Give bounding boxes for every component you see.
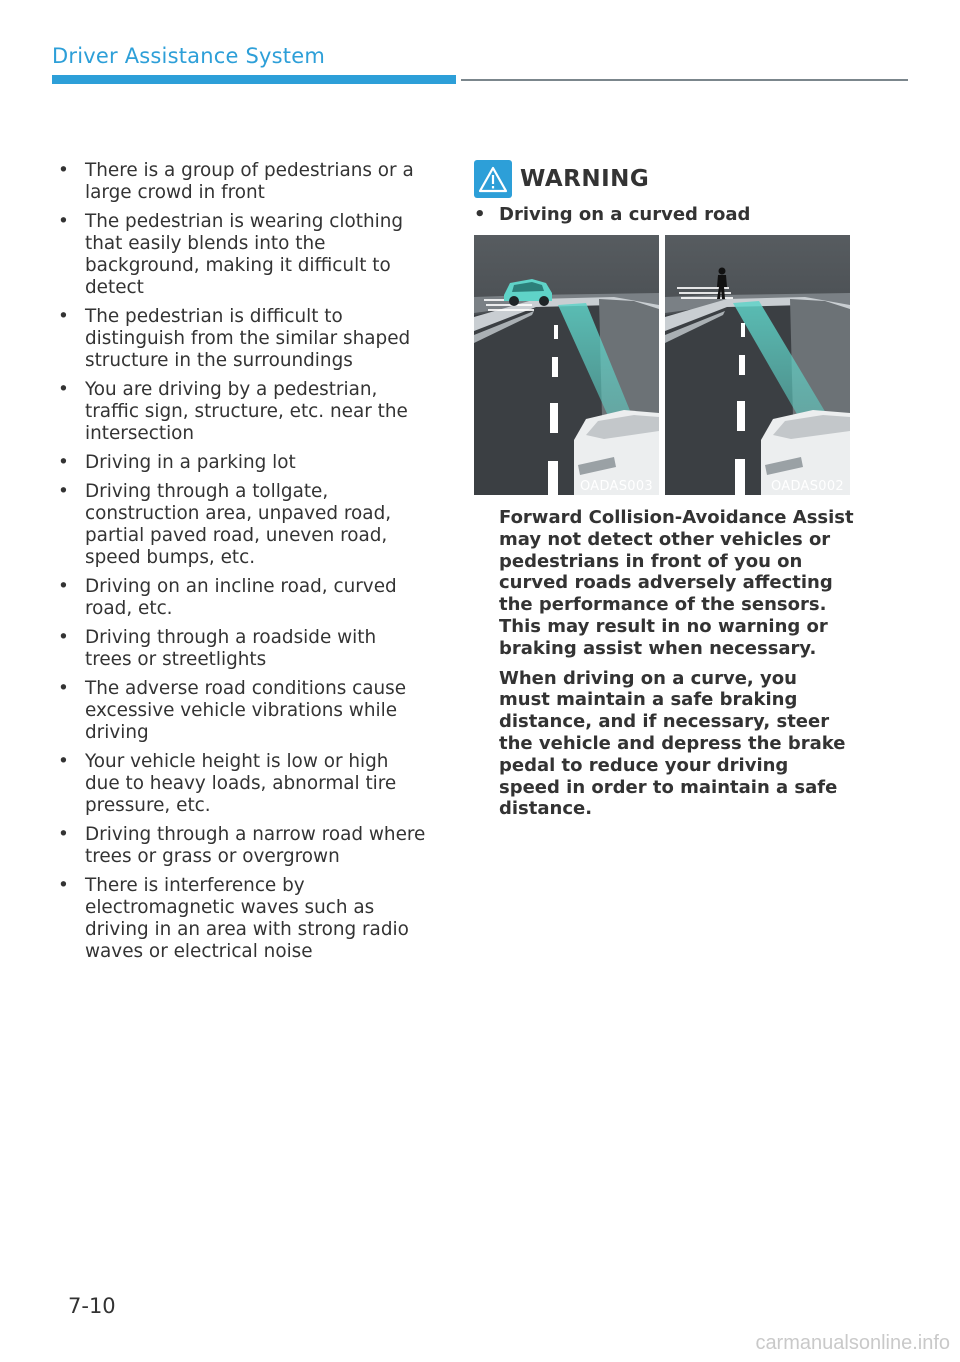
watermark: carmanualsonline.info: [755, 1332, 950, 1354]
figure-code: OADAS003: [579, 479, 653, 494]
figure-code: OADAS002: [770, 479, 844, 494]
list-item: • Driving through a narrow road where trees or grass or overgrown: [58, 824, 426, 867]
list-item: • Your vehicle height is low or high due to heavy loads, abnormal tire pressure, etc.: [58, 751, 397, 816]
list-item: • The pedestrian is difficult to distinguish from the similar shaped structure in the surroundings: [58, 306, 411, 371]
list-item: • Driving in a parking lot: [58, 452, 296, 473]
list-item: • There is interference by electromagnetic waves such as driving in an area with strong radio waves or electrical noise: [58, 875, 409, 962]
list-item: • The adverse road conditions cause excessive vehicle vibrations while driving: [58, 678, 407, 743]
warning-paragraph: When driving on a curve, you must maintain a safe braking distance, and if necessary, steer the vehicle and depress the brake pedal to reduce your driving speed in order to maintain a safe distance.: [499, 667, 846, 820]
bullet-icon: •: [58, 160, 69, 181]
warning-triangle-icon: [474, 160, 512, 198]
bullet-icon: •: [58, 627, 69, 648]
warning-illustrations: [474, 235, 850, 495]
list-item: • You are driving by a pedestrian, traffic sign, structure, etc. near the intersection: [58, 379, 408, 444]
warning-body: [499, 507, 854, 820]
header-accent-bar: [52, 75, 456, 84]
condition-list: [58, 160, 428, 970]
bullet-icon: •: [58, 481, 69, 502]
list-item: • Driving on an incline road, curved road, etc.: [58, 576, 397, 619]
warning-paragraph: Forward Collision-Avoidance Assist may not detect other vehicles or pedestrians in front of you on curved roads adversely affecting the performance of the sensors. This may result in no warning or braking assist when necessary.: [499, 507, 854, 659]
warning-box: [474, 158, 854, 828]
bullet-icon: •: [58, 678, 69, 699]
list-item: • Driving through a roadside with trees or streetlights: [58, 627, 377, 670]
page-number: 7-10: [68, 1294, 116, 1318]
list-item: • The pedestrian is wearing clothing that easily blends into the background, making it difficult to detect: [58, 211, 404, 298]
curved-road-vehicle-figure: [474, 235, 659, 495]
bullet-icon: •: [58, 576, 69, 597]
bullet-icon: •: [58, 452, 69, 473]
bullet-icon: •: [58, 306, 69, 327]
list-item: • There is a group of pedestrians or a large crowd in front: [58, 160, 414, 203]
bullet-icon: •: [58, 379, 69, 400]
bullet-icon: •: [58, 211, 69, 232]
bullet-icon: •: [58, 824, 69, 845]
bullet-icon: •: [58, 875, 69, 896]
warning-title: WARNING: [520, 166, 650, 192]
bullet-icon: •: [474, 204, 486, 225]
header-divider-line: [461, 79, 908, 81]
section-title: Driver Assistance System: [52, 44, 325, 68]
warning-bullet: • Driving on a curved road: [474, 204, 751, 225]
curved-road-pedestrian-figure: [665, 235, 850, 495]
bullet-icon: •: [58, 751, 69, 772]
list-item: • Driving through a tollgate, construction area, unpaved road, partial paved road, uneven road, speed bumps, etc.: [58, 481, 392, 568]
warning-header: [474, 158, 854, 200]
